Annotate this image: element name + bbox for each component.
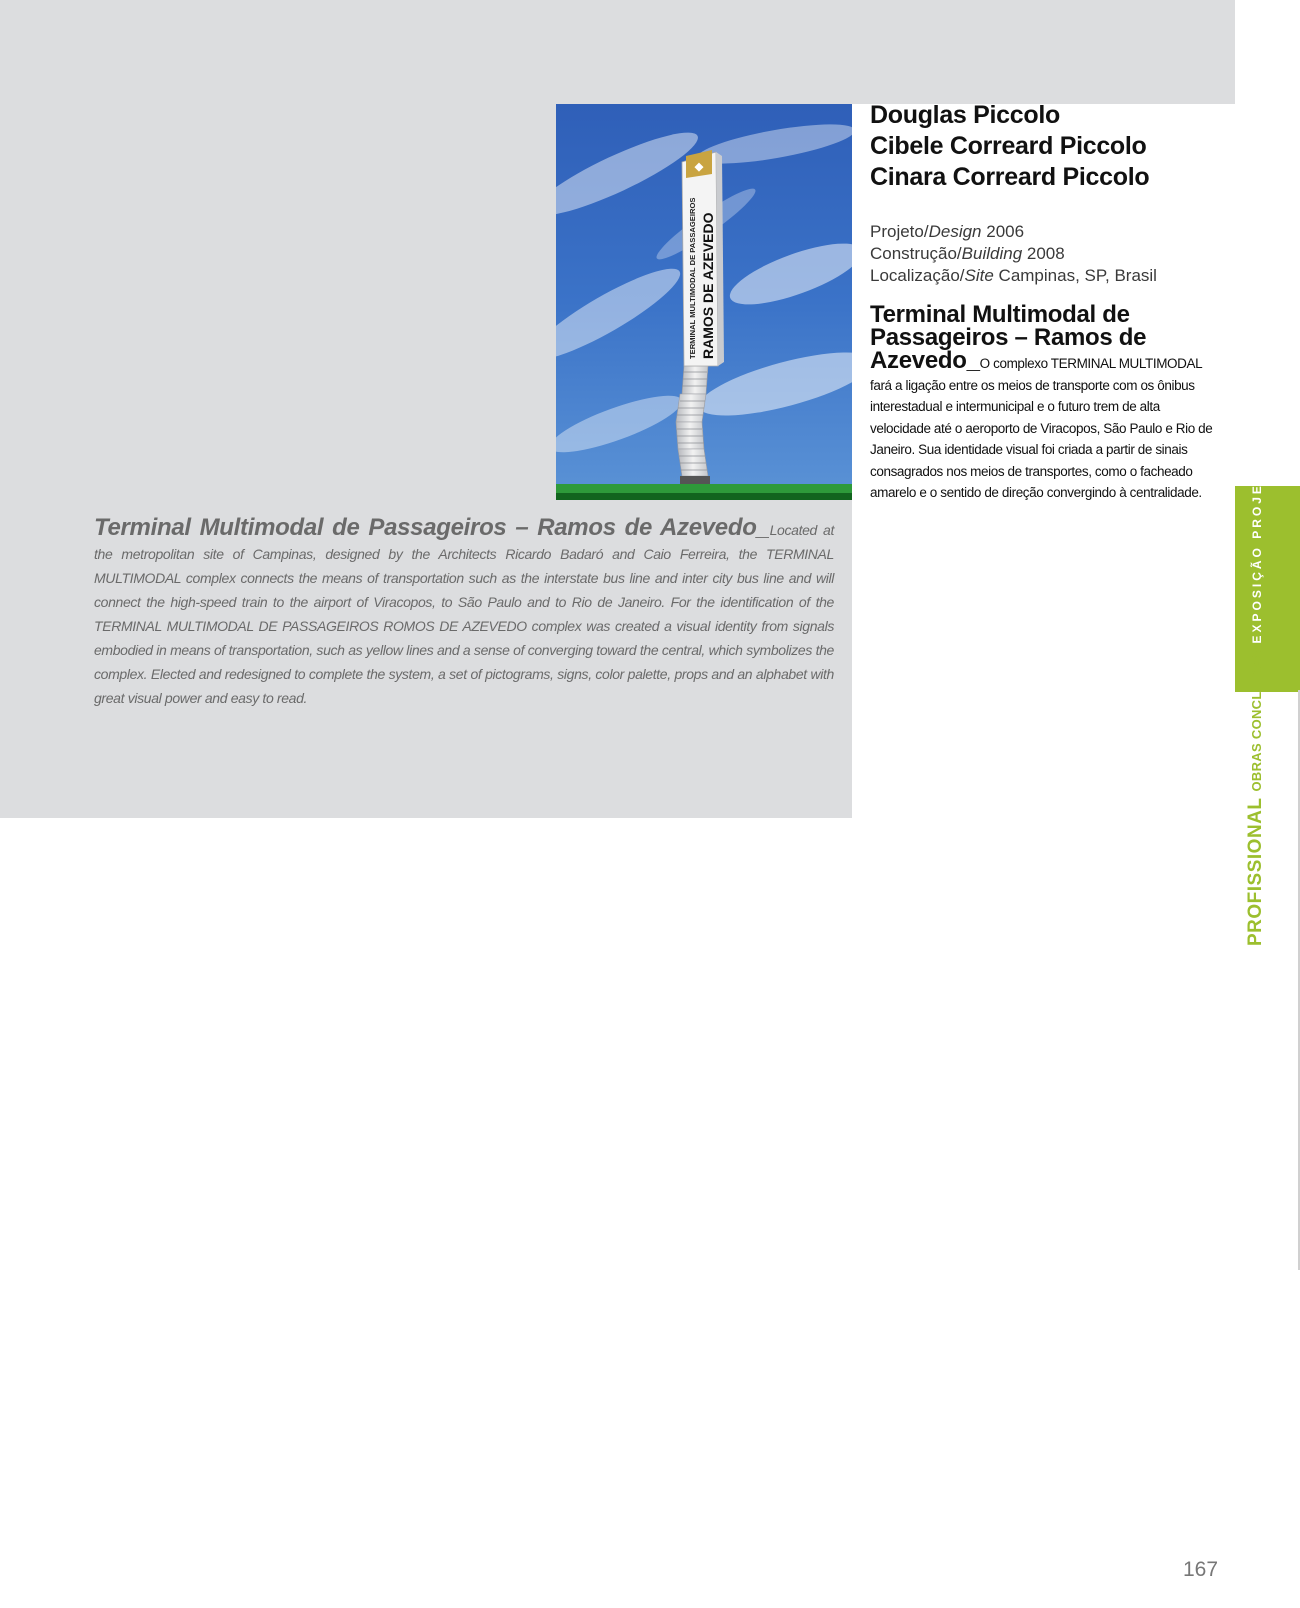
author-name: Douglas Piccolo <box>870 101 1060 129</box>
credit-site: Localização/Site Campinas, SP, Brasil <box>870 266 1157 285</box>
section-side-label <box>1245 450 1267 946</box>
page-number: 167 <box>1183 1558 1219 1581</box>
totem-line1-text: TERMINAL MULTIMODAL DE PASSAGEIROS <box>688 197 697 359</box>
pt-description-title: Terminal Multimodal de Passageiros – Ramos de Azevedo_ <box>870 301 1147 374</box>
en-description-body: Located at the metropolitan site of Campinas, designed by the Architects Ricardo Badaró and Caio Ferreira, the TERMINAL MULTIMODAL complex connects the means of transportation such as the interstate bus line and inter city bus line and will connect the high-speed train to the airport of Viracopos, to São Paulo and to Rio de Janeiro. For the identification of the TERMINAL MULTIMODAL DE PASSAGEIROS ROMOS DE AZEVEDO complex was created a visual identity from signals embodied in means of transportation, such as yellow lines and a sense of converging toward the central, which symbolizes the complex. Elected and redesigned to complete the system, a set of pictograms, signs, color palette, props and an alphabet with great visual power and easy to read. <box>94 522 834 706</box>
project-credits <box>870 221 1250 287</box>
totem-photo <box>556 104 852 500</box>
author-name: Cinara Correard Piccolo <box>870 163 1150 191</box>
en-description-title: Terminal Multimodal de Passageiros – Ramos de Azevedo_ <box>94 514 770 541</box>
section-label: PROFISSIONAL <box>1245 797 1266 946</box>
english-description <box>94 516 834 710</box>
totem-line2-text: RAMOS DE AZEVEDO <box>700 212 716 359</box>
credit-building: Construção/Building 2008 <box>870 244 1065 263</box>
author-list <box>870 100 1230 193</box>
gray-header-band <box>0 0 1235 104</box>
author-name: Cibele Correard Piccolo <box>870 132 1147 160</box>
subsection-label: OBRAS CONCLUÍDAS <box>1249 649 1264 792</box>
category-label: EXPOSIÇÃO PROJETOS <box>1250 449 1264 644</box>
svg-text:◆: ◆ <box>694 161 704 173</box>
credit-design: Projeto/Design 2006 <box>870 222 1025 241</box>
portuguese-description <box>870 301 1220 504</box>
pt-description-body: O complexo TERMINAL MULTIMODAL fará a ligação entre os meios de transporte com os ônibus interestadual e intermunicipal e o futuro trem de alta velocidade até o aeroporto de Viracopos, São Paulo e Rio de Janeiro. Sua identidade visual foi criada a partir de sinais consagrados nos meios de transportes, como o facheado amarelo e o sentido de direção convergindo à centralidade. <box>870 356 1213 500</box>
